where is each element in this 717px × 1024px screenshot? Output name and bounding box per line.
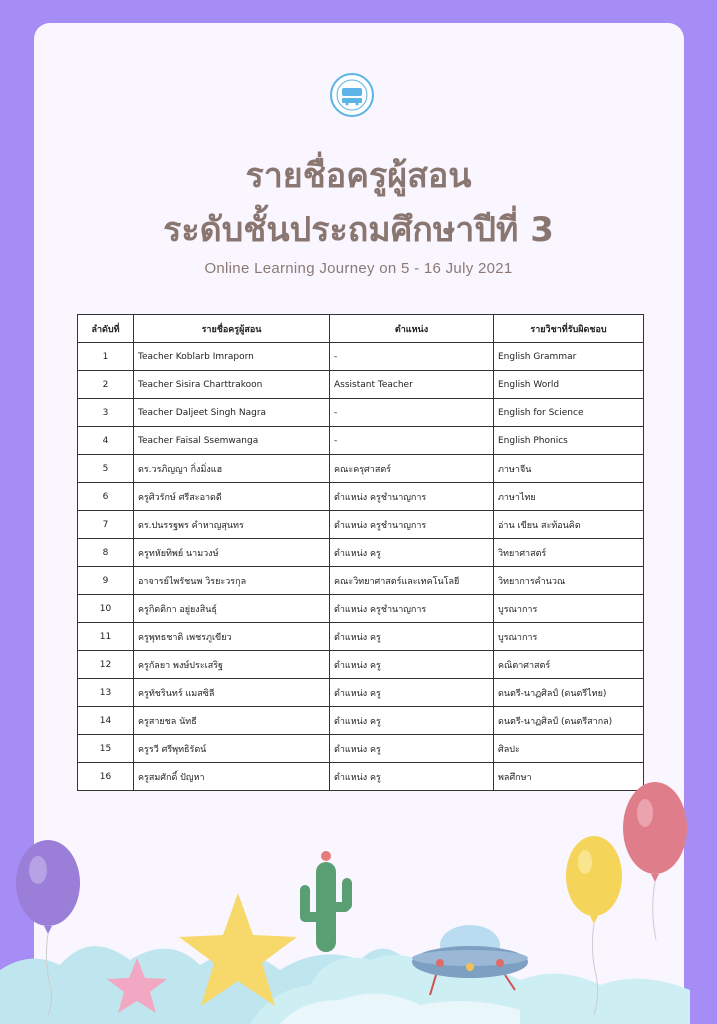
table-row: [78, 735, 644, 763]
teacher-table: [77, 314, 644, 791]
subject-cell: วิทยาศาสตร์: [494, 539, 644, 567]
subject-cell: พลศึกษา: [494, 763, 644, 791]
teacher-name-cell: Teacher Sisira Charttrakoon: [134, 371, 330, 399]
row-number-cell: 1: [78, 343, 134, 371]
teacher-position-cell: ตำแหน่ง ครู: [330, 651, 494, 679]
teacher-name-cell: อาจารย์ไพรัชนพ วิรยะวรกุล: [134, 567, 330, 595]
table-row: [78, 595, 644, 623]
teacher-position-cell: Assistant Teacher: [330, 371, 494, 399]
subject-cell: บูรณาการ: [494, 623, 644, 651]
teacher-name-cell: ครูทหัยทิพย์ นามวงษ์: [134, 539, 330, 567]
subject-cell: บูรณาการ: [494, 595, 644, 623]
teacher-position-cell: ตำแหน่ง ครู: [330, 623, 494, 651]
row-number-cell: 4: [78, 427, 134, 455]
teacher-name-cell: ครูกัลยา พงษ์ประเสริฐ: [134, 651, 330, 679]
teacher-position-cell: ตำแหน่ง ครู: [330, 707, 494, 735]
subject-cell: English for Science: [494, 399, 644, 427]
row-number-cell: 14: [78, 707, 134, 735]
row-number-cell: 16: [78, 763, 134, 791]
table-row: [78, 511, 644, 539]
teacher-name-cell: Teacher Koblarb Imraporn: [134, 343, 330, 371]
subject-cell: วิทยาการคำนวณ: [494, 567, 644, 595]
table-header-row: [78, 315, 644, 343]
subject-cell: ภาษาไทย: [494, 483, 644, 511]
teacher-name-cell: ครูสายชล นัทธี: [134, 707, 330, 735]
subject-cell: ภาษาจีน: [494, 455, 644, 483]
table-row: [78, 651, 644, 679]
teacher-name-cell: ครูทัชรินทร์ แมสซิลี: [134, 679, 330, 707]
row-number-cell: 10: [78, 595, 134, 623]
table-row: [78, 483, 644, 511]
table-row: [78, 371, 644, 399]
subject-cell: English Phonics: [494, 427, 644, 455]
row-number-cell: 6: [78, 483, 134, 511]
teacher-position-cell: -: [330, 343, 494, 371]
page-title-line2: ระดับชั้นประถมศึกษาปีที่ 3: [163, 210, 554, 250]
row-number-cell: 5: [78, 455, 134, 483]
teacher-position-cell: -: [330, 427, 494, 455]
row-number-cell: 15: [78, 735, 134, 763]
table-row: [78, 343, 644, 371]
table-row: [78, 763, 644, 791]
subject-cell: ดนตรี-นาฏศิลป์ (ดนตรีไทย): [494, 679, 644, 707]
subject-cell: คณิตาศาสตร์: [494, 651, 644, 679]
teacher-position-cell: ตำแหน่ง ครู: [330, 539, 494, 567]
row-number-cell: 3: [78, 399, 134, 427]
page-subtitle: Online Learning Journey on 5 - 16 July 2021: [204, 260, 513, 277]
row-number-cell: 12: [78, 651, 134, 679]
table-row: [78, 399, 644, 427]
teacher-position-cell: -: [330, 399, 494, 427]
teacher-name-cell: Teacher Daljeet Singh Nagra: [134, 399, 330, 427]
column-header: รายชื่อครูผู้สอน: [134, 315, 330, 343]
teacher-name-cell: ดร.วรภิญญา กิ่งมิ่งแฮ: [134, 455, 330, 483]
teacher-name-cell: ครูสมศักดิ์ ปัญหา: [134, 763, 330, 791]
teacher-position-cell: ตำแหน่ง ครูชำนาญการ: [330, 595, 494, 623]
row-number-cell: 2: [78, 371, 134, 399]
row-number-cell: 13: [78, 679, 134, 707]
table-row: [78, 539, 644, 567]
column-header: ลำดับที่: [78, 315, 134, 343]
row-number-cell: 8: [78, 539, 134, 567]
column-header: ตำแหน่ง: [330, 315, 494, 343]
subject-cell: English World: [494, 371, 644, 399]
table-row: [78, 455, 644, 483]
subject-cell: ศิลปะ: [494, 735, 644, 763]
teacher-name-cell: ครูพุทธชาติ เพชรภูเขียว: [134, 623, 330, 651]
column-header: รายวิชาที่รับผิดชอบ: [494, 315, 644, 343]
teacher-position-cell: ตำแหน่ง ครู: [330, 763, 494, 791]
table-row: [78, 567, 644, 595]
teacher-name-cell: ดร.ปนรรฐพร คำหาญสุนทร: [134, 511, 330, 539]
teacher-position-cell: คณะครุศาสตร์: [330, 455, 494, 483]
teacher-position-cell: ตำแหน่ง ครูชำนาญการ: [330, 511, 494, 539]
teacher-name-cell: ครูรวี ศรีพุทธิรัตน์: [134, 735, 330, 763]
page-title-line1: รายชื่อครูผู้สอน: [245, 156, 472, 196]
teacher-position-cell: ตำแหน่ง ครู: [330, 735, 494, 763]
subject-cell: ดนตรี-นาฏศิลป์ (ดนตรีสากล): [494, 707, 644, 735]
teacher-name-cell: ครูกิตติกา อยู่ยงสินธุ์: [134, 595, 330, 623]
table-row: [78, 679, 644, 707]
teacher-name-cell: ครูศิวรักษ์ ศรีสะอาดดี: [134, 483, 330, 511]
teacher-name-cell: Teacher Faisal Ssemwanga: [134, 427, 330, 455]
table-row: [78, 427, 644, 455]
table-row: [78, 707, 644, 735]
school-logo-icon: [330, 73, 374, 117]
teacher-position-cell: คณะวิทยาศาสตร์และเทคโนโลยี: [330, 567, 494, 595]
row-number-cell: 9: [78, 567, 134, 595]
table-row: [78, 623, 644, 651]
teacher-position-cell: ตำแหน่ง ครูชำนาญการ: [330, 483, 494, 511]
teacher-position-cell: ตำแหน่ง ครู: [330, 679, 494, 707]
subject-cell: อ่าน เขียน สะท้อนคิด: [494, 511, 644, 539]
row-number-cell: 7: [78, 511, 134, 539]
row-number-cell: 11: [78, 623, 134, 651]
subject-cell: English Grammar: [494, 343, 644, 371]
